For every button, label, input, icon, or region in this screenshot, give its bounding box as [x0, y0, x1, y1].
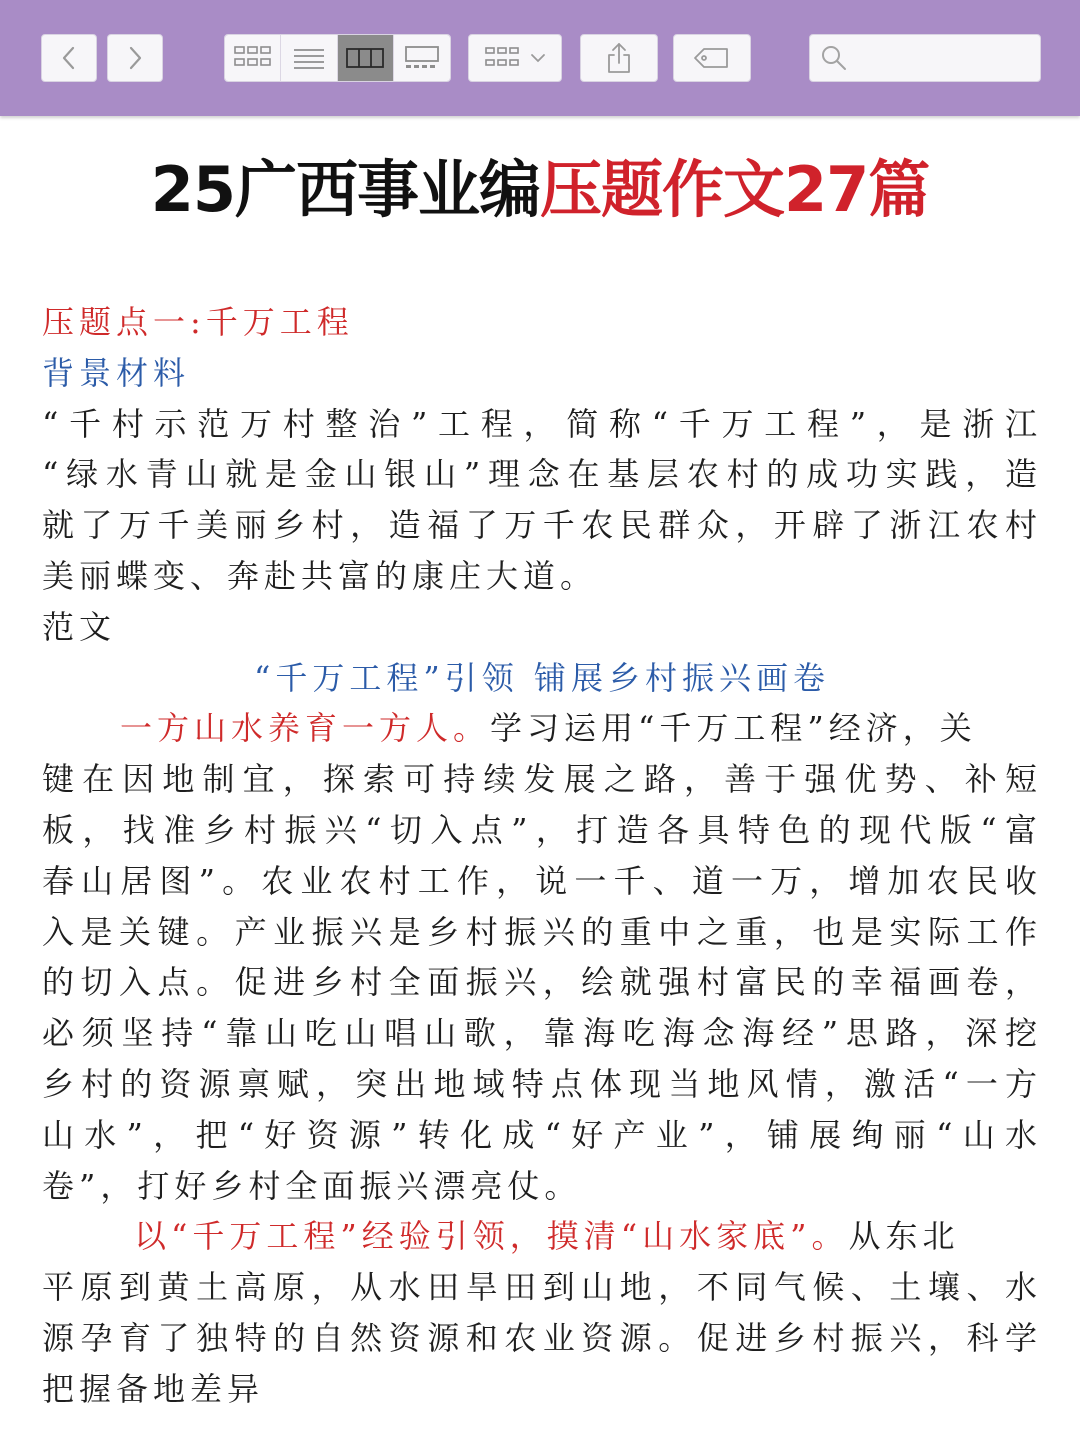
paragraph-2-lead: 以“千万工程”经验引领，摸清“山水家底”。: [134, 1217, 849, 1256]
paragraph-2-first-line: [42, 1211, 1042, 1262]
paragraph-1-first-line: [42, 703, 1042, 754]
search-icon: [820, 44, 848, 72]
paragraph-1-line: 卷”，打好乡村全面振兴漂亮仗。: [42, 1166, 582, 1205]
background-label: 背景材料: [42, 353, 191, 392]
essay-title: “千万工程”引领 铺展乡村振兴画卷: [254, 658, 830, 697]
chevron-left-icon: [58, 44, 80, 72]
background-line: 美丽蝶变、奔赴共富的康庄大道。: [42, 556, 598, 595]
chevron-right-icon: [124, 44, 146, 72]
document-body: [42, 297, 1042, 1415]
section-heading: 压题点一:千万工程: [42, 303, 354, 341]
group-button[interactable]: [468, 34, 562, 82]
share-icon: [604, 41, 634, 75]
share-button[interactable]: [580, 34, 658, 82]
back-button[interactable]: [41, 34, 97, 82]
grid-view-icon: [233, 45, 273, 71]
essay-label: 范文: [42, 607, 117, 646]
forward-button[interactable]: [107, 34, 163, 82]
gallery-view-icon: [402, 45, 442, 71]
list-view-icon: [291, 46, 327, 70]
page-title: [0, 150, 1080, 230]
grid-view-button[interactable]: [225, 35, 281, 81]
paragraph-2-line: 平原到黄土高原，从水田旱田到山地，不同气候、土壤、水: [42, 1268, 1042, 1307]
title-red-part: 压题作文27篇: [540, 153, 930, 226]
paragraph-1-line: 板，找准乡村振兴“切入点”，打造各具特色的现代版“富: [42, 810, 1042, 849]
search-input[interactable]: [856, 47, 1030, 70]
group-icon: [483, 45, 523, 71]
background-line: “绿水青山就是金山银山”理念在基层农村的成功实践，造: [42, 455, 1042, 494]
background-line: “千村示范万村整治”工程，简称“千万工程”，是浙江: [42, 404, 1042, 443]
tag-icon: [692, 45, 732, 71]
paragraph-1-first-rest: 学习运用“千万工程”经济，关: [490, 709, 977, 748]
gallery-view-button[interactable]: [394, 35, 450, 81]
column-view-icon: [345, 46, 385, 70]
title-black-part: 25广西事业编: [150, 153, 540, 226]
toolbar: [0, 0, 1080, 116]
view-mode-selector: [224, 34, 451, 82]
paragraph-1-line: 必须坚持“靠山吃山唱山歌，靠海吃海念海经”思路，深挖: [42, 1014, 1042, 1053]
tag-button[interactable]: [673, 34, 751, 82]
search-field[interactable]: [809, 34, 1041, 82]
background-line: 就了万千美丽乡村，造福了万千农民群众，开辟了浙江农村: [42, 506, 1042, 545]
paragraph-1-line: 乡村的资源禀赋，突出地域特点体现当地风情，激活“一方: [42, 1064, 1042, 1103]
paragraph-1-line: 的切入点。促进乡村全面振兴，绘就强村富民的幸福画卷，: [42, 963, 1042, 1002]
paragraph-2-line: 把握备地差异: [42, 1369, 265, 1408]
chevron-down-icon: [529, 49, 547, 67]
column-view-button[interactable]: [338, 35, 394, 81]
paragraph-1-lead: 一方山水养育一方人。: [120, 709, 491, 748]
list-view-button[interactable]: [281, 35, 337, 81]
paragraph-2-first-rest: 从东北: [848, 1217, 960, 1256]
paragraph-1-line: 山水”，把“好资源”转化成“好产业”，铺展绚丽“山水: [42, 1115, 1042, 1154]
paragraph-1-line: 春山居图”。农业农村工作，说一千、道一万，增加农民收: [42, 861, 1042, 900]
paragraph-1-line: 入是关键。产业振兴是乡村振兴的重中之重，也是实际工作: [42, 912, 1042, 951]
paragraph-2-line: 源孕育了独特的自然资源和农业资源。促进乡村振兴，科学: [42, 1318, 1042, 1357]
paragraph-1-line: 键在因地制宜，探索可持续发展之路，善于强优势、补短: [42, 760, 1042, 799]
